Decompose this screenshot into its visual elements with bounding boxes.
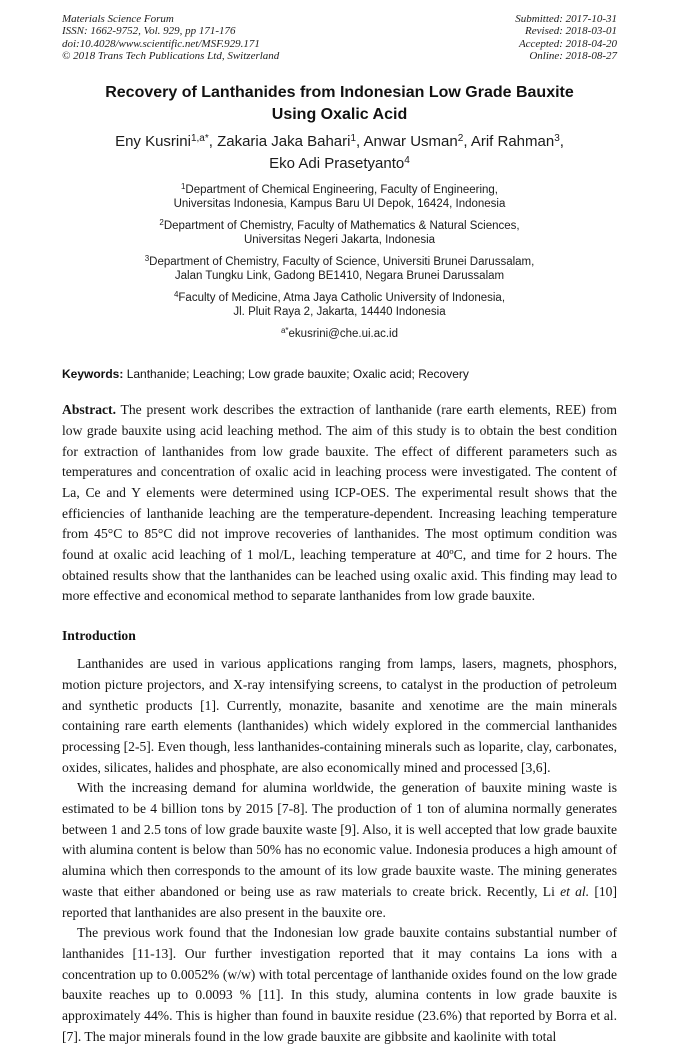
keywords-label: Keywords:: [62, 367, 124, 382]
journal-copyright: © 2018 Trans Tech Publications Ltd, Switzerland: [62, 50, 280, 63]
superscript-marker: 1,a*: [190, 132, 209, 144]
affiliation-item: $^3$Department of Chemistry, Faculty of Science, Universiti Brunei Darussalam, Jalan Tungku Link, Gadong BE1410, Negara Brunei Darussalam: [144, 253, 535, 283]
text-segment: The previous work found that the Indonesian low grade bauxite contains substantial number of lanthanides [11-13]. Our further investigation reported that it may contains La ions with a concentration up to 0.0052% (w/w) with total percentage of lanthanide oxides found on the low grade bauxite reaches up to 0.0093 % [11]. In this study, alumina contents in low grade bauxite is approximately 44%. This is higher than found in bauxite residue (23.6%) that reported by Borra et al. [7]. The major minerals found in the low grade bauxite are gibbsite and kaolinite with total: [62, 925, 617, 1044]
affiliation-list: [62, 183, 617, 320]
date-online: Online: 2018-08-27: [529, 50, 617, 63]
text-segment: , Arif Rahman: [463, 132, 555, 150]
author-line: [62, 131, 617, 153]
journal-issn-volume: ISSN: 1662-9752, Vol. 929, pp 171-176: [62, 25, 236, 38]
affiliation-item: $^1$Department of Chemical Engineering, Faculty of Engineering, Universitas Indonesia, Kampus Baru UI Depok, 16424, Indonesia: [173, 181, 506, 211]
text-segment: et al.: [560, 883, 590, 899]
paper-title-line-2: Using Oxalic Acid: [271, 105, 408, 123]
body-paragraph: [62, 778, 617, 923]
text-segment: Eko Adi Prasetyanto: [269, 154, 405, 172]
journal-info: [62, 13, 279, 63]
abstract-text: The present work describes the extraction of lanthanide (rare earth elements, REE) from low grade bauxite using acid leaching method. The aim of this study is to obtain the best condition for extraction of lanthanides from low grade bauxite. The effect of different parameters such as temperatures and concentration of oxalic acid in leaching process were investigated. The content of La, Ce and Y elements were determined using ICP-OES. The experimental result shows that the efficiencies of lanthanide leaching are the temperature-dependent. Increasing leaching temperature from 45°C to 85°C did not improve recoveries of lanthanides. The most optimum condition was found at oxalic acid leaching of 1 mol/L, leaching temperature at 40ºC, and time for 2 hours. The obtained results show that the lanthanides can be leached using oxalic axid. This finding may lead to more effective and economical method to separate lanthanides from low grade bauxite.: [62, 402, 617, 604]
body-paragraph: [62, 923, 617, 1047]
email-line: [62, 327, 617, 342]
text-segment: ,: [559, 132, 564, 150]
author-line: [62, 153, 617, 175]
affiliation-item: $^2$Department of Chemistry, Faculty of Mathematics & Natural Sciences, Universitas Negeri Jakarta, Indonesia: [159, 217, 520, 247]
date-accepted: Accepted: 2018-04-20: [518, 37, 617, 50]
journal-name: Materials Science Forum: [62, 13, 174, 25]
date-submitted: Submitted: 2017-10-31: [515, 13, 617, 25]
corresponding-email: ekusrini@che.ui.ac.id: [288, 327, 399, 340]
author-list: [62, 131, 617, 175]
abstract-label: Abstract.: [62, 402, 116, 418]
journal-header: [62, 13, 617, 63]
superscript-marker: 2: [159, 217, 164, 227]
section-body-introduction: [62, 654, 617, 1047]
text-segment: Lanthanides are used in various applications ranging from lamps, lasers, magnets, phosphors, motion picture projectors, and X-ray intensifying screens, to catalyst in the production of petroleum and synthetic products [1]. Currently, monazite, basanite and xenotime are the main minerals containing rare earth elements (lanthanides) which widely explored in the commercial lanthanides processing [2-5]. Even though, less lanthanides-containing minerals such as loparite, clay, carbonates, oxides, silicates, halides and phosphate, are also economically mined and processed [3,6].: [62, 656, 617, 775]
superscript-marker: 1: [180, 181, 186, 191]
date-revised: Revised: 2018-03-01: [525, 25, 617, 38]
email-superscript: a*: [280, 325, 289, 335]
superscript-marker: 4: [173, 289, 179, 299]
text-segment: With the increasing demand for alumina worldwide, the generation of bauxite mining waste is estimated to be 4 billion tons by 2015 [7-8]. The production of 1 ton of alumina normally generates between 1 and 2.5 tons of low grade bauxite waste [9]. Also, it is well accepted that low grade bauxite with alumina content is below than 50% has no economic value. Indonesia produces a high amount of alumina which then corresponds to the amount of its low grade bauxite waste. The mining generates waste that either abandoned or being use as raw materials to create brick. Recently, Li: [62, 780, 617, 899]
paper-title-line-1: Recovery of Lanthanides from Indonesian Low Grade Bauxite: [105, 83, 574, 101]
keywords-text: Lanthanide; Leaching; Low grade bauxite; Oxalic acid; Recovery: [123, 367, 469, 382]
submission-dates: [515, 13, 617, 63]
superscript-marker: 4: [404, 154, 410, 166]
abstract: [62, 400, 617, 607]
text-segment: , Zakaria Jaka Bahari: [208, 132, 351, 150]
superscript-marker: 2: [457, 132, 464, 144]
body-paragraph: [62, 654, 617, 778]
text-segment: [10] reported that lanthanides are also present in the bauxite ore.: [62, 883, 618, 920]
superscript-marker: 3: [554, 132, 560, 144]
paper-title: [62, 82, 617, 126]
keywords-line: [62, 367, 617, 382]
superscript-marker: 1: [350, 132, 357, 144]
journal-doi: doi:10.4028/www.scientific.net/MSF.929.171: [62, 37, 260, 50]
text-segment: , Anwar Usman: [356, 132, 458, 150]
superscript-marker: 3: [144, 253, 150, 263]
text-segment: Eny Kusrini: [115, 132, 191, 150]
affiliation-item: $^4$Faculty of Medicine, Atma Jaya Catholic University of Indonesia, Jl. Pluit Raya 2, Jakarta, 14440 Indonesia: [173, 289, 506, 319]
section-heading-introduction: Introduction: [62, 628, 136, 644]
